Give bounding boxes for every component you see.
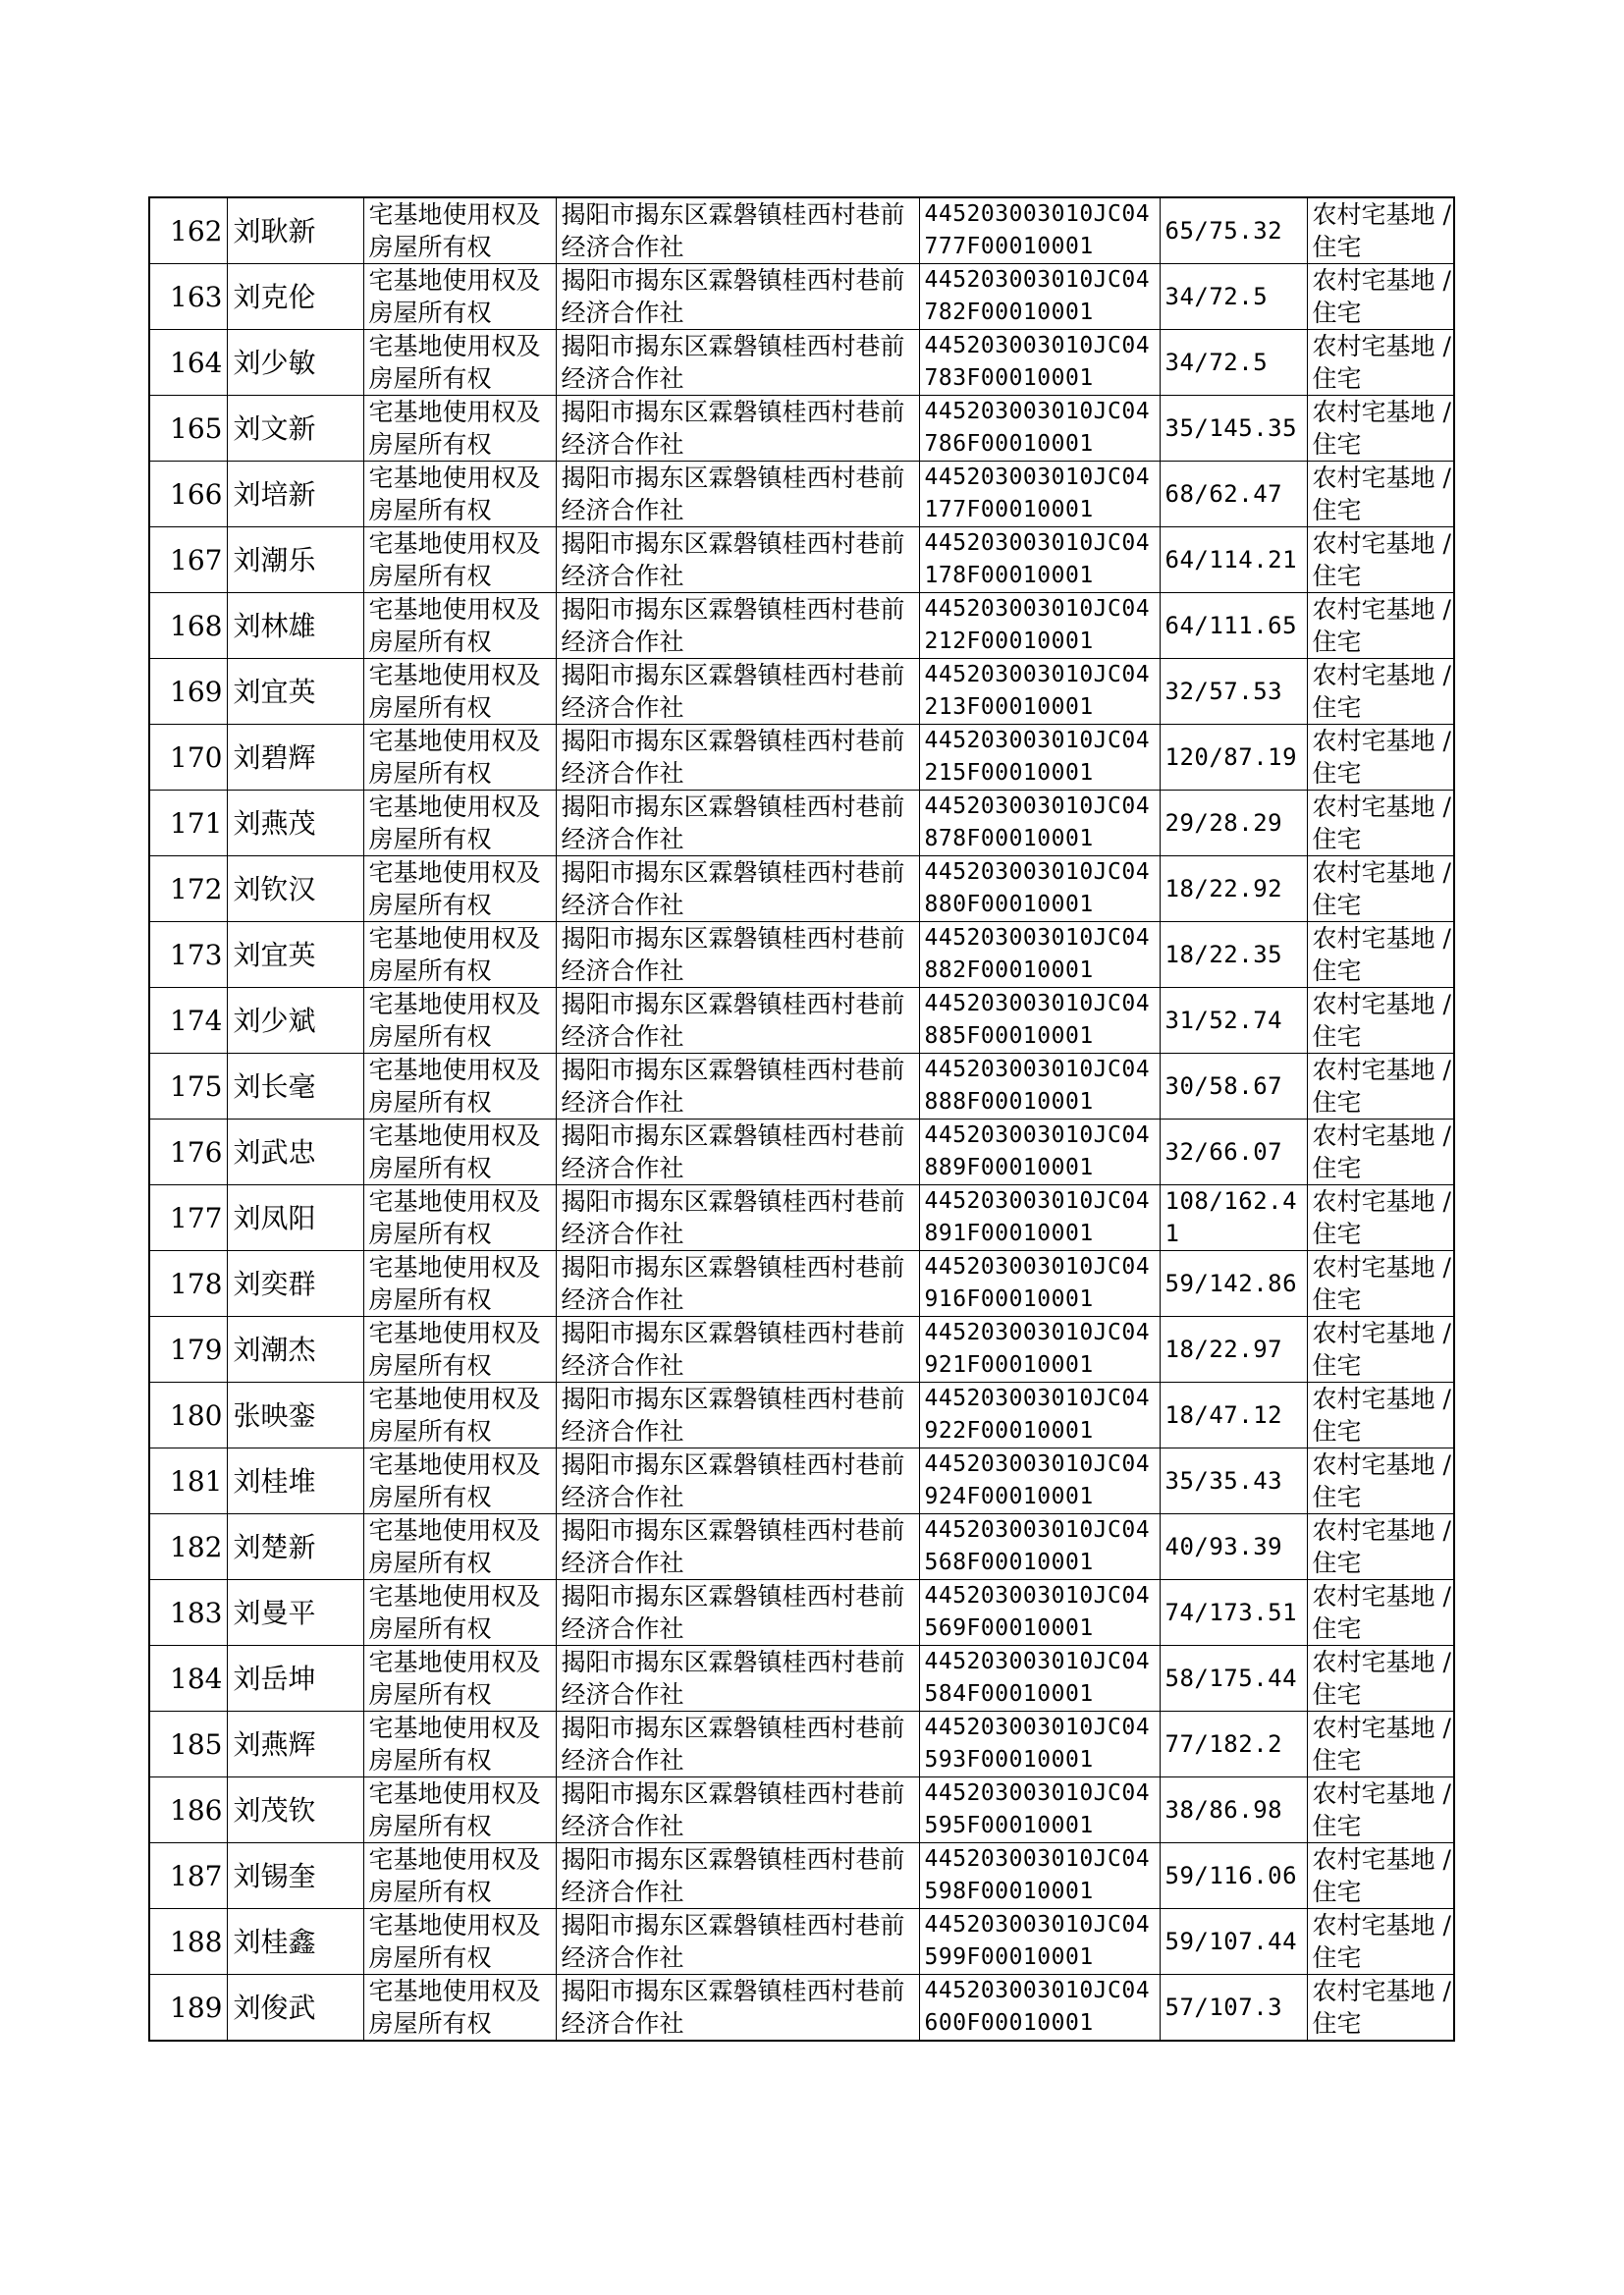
- row-number: 168: [149, 593, 227, 659]
- property-location: 揭阳市揭东区霖磐镇桂西村巷前经济合作社: [556, 988, 919, 1054]
- owner-name: 刘潮乐: [227, 527, 363, 593]
- right-type: 宅基地使用权及房屋所有权: [363, 264, 556, 330]
- unit-number: 445203003010JC04213F00010001: [919, 659, 1160, 725]
- right-type: 宅基地使用权及房屋所有权: [363, 659, 556, 725]
- owner-name: 刘宜英: [227, 659, 363, 725]
- area-value: 18/22.35: [1160, 922, 1307, 988]
- right-type: 宅基地使用权及房屋所有权: [363, 1317, 556, 1383]
- unit-number: 445203003010JC04215F00010001: [919, 725, 1160, 791]
- property-location: 揭阳市揭东区霖磐镇桂西村巷前经济合作社: [556, 593, 919, 659]
- property-location: 揭阳市揭东区霖磐镇桂西村巷前经济合作社: [556, 396, 919, 462]
- area-value: 38/86.98: [1160, 1777, 1307, 1843]
- land-use: 农村宅基地 / 住宅: [1307, 330, 1454, 396]
- row-number: 173: [149, 922, 227, 988]
- owner-name: 刘培新: [227, 462, 363, 527]
- land-use: 农村宅基地 / 住宅: [1307, 1580, 1454, 1646]
- land-use: 农村宅基地 / 住宅: [1307, 264, 1454, 330]
- right-type: 宅基地使用权及房屋所有权: [363, 1251, 556, 1317]
- unit-number: 445203003010JC04178F00010001: [919, 527, 1160, 593]
- right-type: 宅基地使用权及房屋所有权: [363, 462, 556, 527]
- right-type: 宅基地使用权及房屋所有权: [363, 1646, 556, 1712]
- owner-name: 刘楚新: [227, 1514, 363, 1580]
- area-value: 74/173.51: [1160, 1580, 1307, 1646]
- table-row: [149, 922, 1454, 988]
- land-use: 农村宅基地 / 住宅: [1307, 396, 1454, 462]
- row-number: 162: [149, 197, 227, 264]
- property-location: 揭阳市揭东区霖磐镇桂西村巷前经济合作社: [556, 1185, 919, 1251]
- row-number: 177: [149, 1185, 227, 1251]
- area-value: 57/107.3: [1160, 1975, 1307, 2042]
- property-location: 揭阳市揭东区霖磐镇桂西村巷前经济合作社: [556, 1777, 919, 1843]
- table-row: [149, 1843, 1454, 1909]
- property-location: 揭阳市揭东区霖磐镇桂西村巷前经济合作社: [556, 527, 919, 593]
- area-value: 35/35.43: [1160, 1448, 1307, 1514]
- property-location: 揭阳市揭东区霖磐镇桂西村巷前经济合作社: [556, 1975, 919, 2042]
- row-number: 187: [149, 1843, 227, 1909]
- table-body: [149, 197, 1454, 2041]
- table-row: [149, 330, 1454, 396]
- unit-number: 445203003010JC04595F00010001: [919, 1777, 1160, 1843]
- area-value: 18/47.12: [1160, 1383, 1307, 1448]
- property-location: 揭阳市揭东区霖磐镇桂西村巷前经济合作社: [556, 659, 919, 725]
- table-row: [149, 1120, 1454, 1185]
- right-type: 宅基地使用权及房屋所有权: [363, 725, 556, 791]
- right-type: 宅基地使用权及房屋所有权: [363, 922, 556, 988]
- owner-name: 刘桂堆: [227, 1448, 363, 1514]
- land-use: 农村宅基地 / 住宅: [1307, 1448, 1454, 1514]
- row-number: 176: [149, 1120, 227, 1185]
- area-value: 40/93.39: [1160, 1514, 1307, 1580]
- land-use: 农村宅基地 / 住宅: [1307, 527, 1454, 593]
- right-type: 宅基地使用权及房屋所有权: [363, 1909, 556, 1975]
- land-use: 农村宅基地 / 住宅: [1307, 922, 1454, 988]
- property-location: 揭阳市揭东区霖磐镇桂西村巷前经济合作社: [556, 1646, 919, 1712]
- land-use: 农村宅基地 / 住宅: [1307, 197, 1454, 264]
- area-value: 64/111.65: [1160, 593, 1307, 659]
- row-number: 163: [149, 264, 227, 330]
- right-type: 宅基地使用权及房屋所有权: [363, 1843, 556, 1909]
- owner-name: 刘少敏: [227, 330, 363, 396]
- table-row: [149, 1646, 1454, 1712]
- unit-number: 445203003010JC04924F00010001: [919, 1448, 1160, 1514]
- property-location: 揭阳市揭东区霖磐镇桂西村巷前经济合作社: [556, 1580, 919, 1646]
- owner-name: 刘克伦: [227, 264, 363, 330]
- area-value: 59/142.86: [1160, 1251, 1307, 1317]
- unit-number: 445203003010JC04888F00010001: [919, 1054, 1160, 1120]
- property-location: 揭阳市揭东区霖磐镇桂西村巷前经济合作社: [556, 330, 919, 396]
- table-row: [149, 1383, 1454, 1448]
- area-value: 108/162.41: [1160, 1185, 1307, 1251]
- unit-number: 445203003010JC04212F00010001: [919, 593, 1160, 659]
- owner-name: 刘宜英: [227, 922, 363, 988]
- row-number: 183: [149, 1580, 227, 1646]
- owner-name: 刘燕辉: [227, 1712, 363, 1777]
- unit-number: 445203003010JC04177F00010001: [919, 462, 1160, 527]
- table-row: [149, 1580, 1454, 1646]
- area-value: 34/72.5: [1160, 264, 1307, 330]
- area-value: 68/62.47: [1160, 462, 1307, 527]
- right-type: 宅基地使用权及房屋所有权: [363, 988, 556, 1054]
- unit-number: 445203003010JC04584F00010001: [919, 1646, 1160, 1712]
- row-number: 186: [149, 1777, 227, 1843]
- table-row: [149, 462, 1454, 527]
- table-row: [149, 1514, 1454, 1580]
- owner-name: 刘钦汉: [227, 856, 363, 922]
- table-row: [149, 1448, 1454, 1514]
- area-value: 32/57.53: [1160, 659, 1307, 725]
- row-number: 164: [149, 330, 227, 396]
- land-use: 农村宅基地 / 住宅: [1307, 659, 1454, 725]
- row-number: 169: [149, 659, 227, 725]
- property-location: 揭阳市揭东区霖磐镇桂西村巷前经济合作社: [556, 1251, 919, 1317]
- land-use: 农村宅基地 / 住宅: [1307, 1185, 1454, 1251]
- unit-number: 445203003010JC04880F00010001: [919, 856, 1160, 922]
- unit-number: 445203003010JC04599F00010001: [919, 1909, 1160, 1975]
- property-location: 揭阳市揭东区霖磐镇桂西村巷前经济合作社: [556, 791, 919, 856]
- property-location: 揭阳市揭东区霖磐镇桂西村巷前经济合作社: [556, 197, 919, 264]
- right-type: 宅基地使用权及房屋所有权: [363, 1383, 556, 1448]
- owner-name: 刘长毫: [227, 1054, 363, 1120]
- row-number: 184: [149, 1646, 227, 1712]
- area-value: 35/145.35: [1160, 396, 1307, 462]
- area-value: 120/87.19: [1160, 725, 1307, 791]
- property-location: 揭阳市揭东区霖磐镇桂西村巷前经济合作社: [556, 1712, 919, 1777]
- table-row: [149, 1054, 1454, 1120]
- row-number: 185: [149, 1712, 227, 1777]
- owner-name: 刘曼平: [227, 1580, 363, 1646]
- row-number: 179: [149, 1317, 227, 1383]
- unit-number: 445203003010JC04922F00010001: [919, 1383, 1160, 1448]
- right-type: 宅基地使用权及房屋所有权: [363, 330, 556, 396]
- unit-number: 445203003010JC04600F00010001: [919, 1975, 1160, 2042]
- land-use: 农村宅基地 / 住宅: [1307, 1514, 1454, 1580]
- owner-name: 刘桂鑫: [227, 1909, 363, 1975]
- property-location: 揭阳市揭东区霖磐镇桂西村巷前经济合作社: [556, 1317, 919, 1383]
- unit-number: 445203003010JC04777F00010001: [919, 197, 1160, 264]
- right-type: 宅基地使用权及房屋所有权: [363, 1054, 556, 1120]
- area-value: 34/72.5: [1160, 330, 1307, 396]
- table-row: [149, 659, 1454, 725]
- table-row: [149, 1975, 1454, 2042]
- owner-name: 刘少斌: [227, 988, 363, 1054]
- owner-name: 刘武忠: [227, 1120, 363, 1185]
- owner-name: 刘燕茂: [227, 791, 363, 856]
- right-type: 宅基地使用权及房屋所有权: [363, 527, 556, 593]
- land-use: 农村宅基地 / 住宅: [1307, 593, 1454, 659]
- table-row: [149, 1712, 1454, 1777]
- row-number: 174: [149, 988, 227, 1054]
- area-value: 64/114.21: [1160, 527, 1307, 593]
- unit-number: 445203003010JC04598F00010001: [919, 1843, 1160, 1909]
- unit-number: 445203003010JC04782F00010001: [919, 264, 1160, 330]
- area-value: 29/28.29: [1160, 791, 1307, 856]
- owner-name: 刘潮杰: [227, 1317, 363, 1383]
- row-number: 171: [149, 791, 227, 856]
- land-use: 农村宅基地 / 住宅: [1307, 1317, 1454, 1383]
- land-use: 农村宅基地 / 住宅: [1307, 1054, 1454, 1120]
- unit-number: 445203003010JC04889F00010001: [919, 1120, 1160, 1185]
- right-type: 宅基地使用权及房屋所有权: [363, 1712, 556, 1777]
- table-row: [149, 593, 1454, 659]
- area-value: 30/58.67: [1160, 1054, 1307, 1120]
- table-row: [149, 1777, 1454, 1843]
- unit-number: 445203003010JC04885F00010001: [919, 988, 1160, 1054]
- right-type: 宅基地使用权及房屋所有权: [363, 396, 556, 462]
- unit-number: 445203003010JC04783F00010001: [919, 330, 1160, 396]
- table-row: [149, 264, 1454, 330]
- area-value: 18/22.97: [1160, 1317, 1307, 1383]
- property-location: 揭阳市揭东区霖磐镇桂西村巷前经济合作社: [556, 1120, 919, 1185]
- owner-name: 刘碧辉: [227, 725, 363, 791]
- table-row: [149, 856, 1454, 922]
- table-row: [149, 1251, 1454, 1317]
- table-row: [149, 527, 1454, 593]
- right-type: 宅基地使用权及房屋所有权: [363, 1448, 556, 1514]
- table-row: [149, 396, 1454, 462]
- land-use: 农村宅基地 / 住宅: [1307, 1251, 1454, 1317]
- owner-name: 刘茂钦: [227, 1777, 363, 1843]
- right-type: 宅基地使用权及房屋所有权: [363, 1185, 556, 1251]
- row-number: 166: [149, 462, 227, 527]
- table-row: [149, 197, 1454, 264]
- land-use: 农村宅基地 / 住宅: [1307, 462, 1454, 527]
- right-type: 宅基地使用权及房屋所有权: [363, 1120, 556, 1185]
- owner-name: 张映銮: [227, 1383, 363, 1448]
- owner-name: 刘俊武: [227, 1975, 363, 2042]
- land-use: 农村宅基地 / 住宅: [1307, 1646, 1454, 1712]
- land-use: 农村宅基地 / 住宅: [1307, 1383, 1454, 1448]
- unit-number: 445203003010JC04916F00010001: [919, 1251, 1160, 1317]
- property-location: 揭阳市揭东区霖磐镇桂西村巷前经济合作社: [556, 1843, 919, 1909]
- right-type: 宅基地使用权及房屋所有权: [363, 593, 556, 659]
- property-location: 揭阳市揭东区霖磐镇桂西村巷前经济合作社: [556, 1054, 919, 1120]
- area-value: 58/175.44: [1160, 1646, 1307, 1712]
- row-number: 180: [149, 1383, 227, 1448]
- unit-number: 445203003010JC04882F00010001: [919, 922, 1160, 988]
- land-use: 农村宅基地 / 住宅: [1307, 1120, 1454, 1185]
- owner-name: 刘耿新: [227, 197, 363, 264]
- row-number: 189: [149, 1975, 227, 2042]
- property-location: 揭阳市揭东区霖磐镇桂西村巷前经济合作社: [556, 1383, 919, 1448]
- unit-number: 445203003010JC04569F00010001: [919, 1580, 1160, 1646]
- unit-number: 445203003010JC04891F00010001: [919, 1185, 1160, 1251]
- land-use: 农村宅基地 / 住宅: [1307, 1777, 1454, 1843]
- area-value: 65/75.32: [1160, 197, 1307, 264]
- row-number: 175: [149, 1054, 227, 1120]
- row-number: 182: [149, 1514, 227, 1580]
- land-use: 农村宅基地 / 住宅: [1307, 988, 1454, 1054]
- area-value: 31/52.74: [1160, 988, 1307, 1054]
- land-use: 农村宅基地 / 住宅: [1307, 1843, 1454, 1909]
- property-location: 揭阳市揭东区霖磐镇桂西村巷前经济合作社: [556, 264, 919, 330]
- area-value: 59/116.06: [1160, 1843, 1307, 1909]
- table-row: [149, 725, 1454, 791]
- unit-number: 445203003010JC04786F00010001: [919, 396, 1160, 462]
- property-location: 揭阳市揭东区霖磐镇桂西村巷前经济合作社: [556, 725, 919, 791]
- row-number: 178: [149, 1251, 227, 1317]
- right-type: 宅基地使用权及房屋所有权: [363, 856, 556, 922]
- property-location: 揭阳市揭东区霖磐镇桂西村巷前经济合作社: [556, 856, 919, 922]
- right-type: 宅基地使用权及房屋所有权: [363, 791, 556, 856]
- land-use: 农村宅基地 / 住宅: [1307, 1909, 1454, 1975]
- area-value: 18/22.92: [1160, 856, 1307, 922]
- unit-number: 445203003010JC04593F00010001: [919, 1712, 1160, 1777]
- land-use: 农村宅基地 / 住宅: [1307, 791, 1454, 856]
- property-location: 揭阳市揭东区霖磐镇桂西村巷前经济合作社: [556, 1448, 919, 1514]
- row-number: 170: [149, 725, 227, 791]
- unit-number: 445203003010JC04568F00010001: [919, 1514, 1160, 1580]
- row-number: 188: [149, 1909, 227, 1975]
- table-row: [149, 1909, 1454, 1975]
- row-number: 165: [149, 396, 227, 462]
- row-number: 172: [149, 856, 227, 922]
- registration-table: [148, 196, 1455, 2042]
- right-type: 宅基地使用权及房屋所有权: [363, 1975, 556, 2042]
- row-number: 167: [149, 527, 227, 593]
- right-type: 宅基地使用权及房屋所有权: [363, 197, 556, 264]
- table-row: [149, 791, 1454, 856]
- owner-name: 刘奕群: [227, 1251, 363, 1317]
- owner-name: 刘林雄: [227, 593, 363, 659]
- area-value: 59/107.44: [1160, 1909, 1307, 1975]
- property-location: 揭阳市揭东区霖磐镇桂西村巷前经济合作社: [556, 1909, 919, 1975]
- owner-name: 刘锡奎: [227, 1843, 363, 1909]
- table-row: [149, 1185, 1454, 1251]
- area-value: 32/66.07: [1160, 1120, 1307, 1185]
- unit-number: 445203003010JC04878F00010001: [919, 791, 1160, 856]
- owner-name: 刘岳坤: [227, 1646, 363, 1712]
- table-row: [149, 1317, 1454, 1383]
- unit-number: 445203003010JC04921F00010001: [919, 1317, 1160, 1383]
- land-use: 农村宅基地 / 住宅: [1307, 1975, 1454, 2042]
- land-use: 农村宅基地 / 住宅: [1307, 725, 1454, 791]
- property-location: 揭阳市揭东区霖磐镇桂西村巷前经济合作社: [556, 922, 919, 988]
- owner-name: 刘文新: [227, 396, 363, 462]
- row-number: 181: [149, 1448, 227, 1514]
- area-value: 77/182.2: [1160, 1712, 1307, 1777]
- table-row: [149, 988, 1454, 1054]
- owner-name: 刘凤阳: [227, 1185, 363, 1251]
- right-type: 宅基地使用权及房屋所有权: [363, 1514, 556, 1580]
- land-use: 农村宅基地 / 住宅: [1307, 1712, 1454, 1777]
- property-location: 揭阳市揭东区霖磐镇桂西村巷前经济合作社: [556, 462, 919, 527]
- right-type: 宅基地使用权及房屋所有权: [363, 1777, 556, 1843]
- land-use: 农村宅基地 / 住宅: [1307, 856, 1454, 922]
- right-type: 宅基地使用权及房屋所有权: [363, 1580, 556, 1646]
- property-location: 揭阳市揭东区霖磐镇桂西村巷前经济合作社: [556, 1514, 919, 1580]
